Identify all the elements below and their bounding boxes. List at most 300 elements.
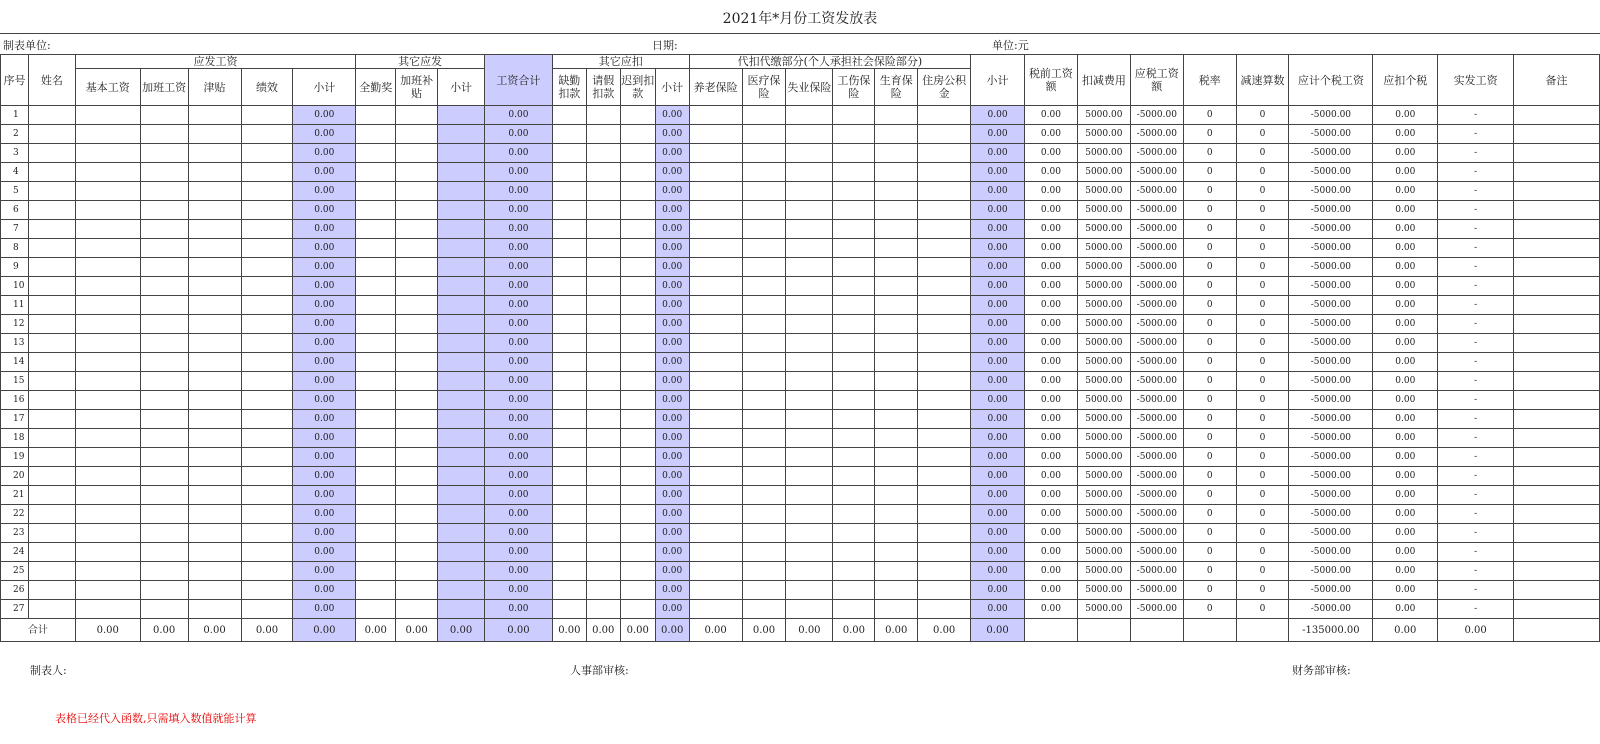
table-cell[interactable]: 0.00 xyxy=(971,277,1025,296)
table-cell[interactable]: 0.00 xyxy=(971,581,1025,600)
table-cell[interactable]: 0.00 xyxy=(971,486,1025,505)
table-cell[interactable]: 0.00 xyxy=(293,562,356,581)
table-cell[interactable] xyxy=(918,239,971,258)
table-cell[interactable]: 0 xyxy=(1183,467,1236,486)
table-cell[interactable]: 5000.00 xyxy=(1077,296,1130,315)
table-cell[interactable] xyxy=(875,125,918,144)
table-cell[interactable] xyxy=(875,505,918,524)
table-cell[interactable] xyxy=(786,429,833,448)
table-cell[interactable]: 0 xyxy=(1183,429,1236,448)
table-cell[interactable]: - xyxy=(1438,144,1514,163)
table-cell[interactable] xyxy=(75,410,140,429)
table-cell[interactable] xyxy=(1514,258,1600,277)
table-cell[interactable] xyxy=(552,429,586,448)
table-cell[interactable] xyxy=(188,353,241,372)
table-cell[interactable] xyxy=(586,543,620,562)
table-cell[interactable]: 0.00 xyxy=(293,220,356,239)
table-cell[interactable]: 0.00 xyxy=(1025,581,1078,600)
table-cell[interactable] xyxy=(742,429,786,448)
table-cell[interactable] xyxy=(875,410,918,429)
table-cell[interactable] xyxy=(833,467,875,486)
table-cell[interactable] xyxy=(28,353,75,372)
table-cell[interactable] xyxy=(1514,486,1600,505)
table-cell[interactable] xyxy=(241,467,293,486)
table-cell[interactable]: 0.00 xyxy=(655,410,689,429)
table-cell[interactable]: - xyxy=(1438,239,1514,258)
table-cell[interactable] xyxy=(438,144,485,163)
table-cell[interactable] xyxy=(438,277,485,296)
table-cell[interactable] xyxy=(786,505,833,524)
table-cell[interactable] xyxy=(875,182,918,201)
table-cell[interactable]: 5000.00 xyxy=(1077,486,1130,505)
table-cell[interactable] xyxy=(75,429,140,448)
table-cell[interactable] xyxy=(75,220,140,239)
table-cell[interactable] xyxy=(875,315,918,334)
table-cell[interactable] xyxy=(689,182,742,201)
table-cell[interactable]: 0.00 xyxy=(293,543,356,562)
table-cell[interactable]: 0 xyxy=(1183,334,1236,353)
table-cell[interactable]: 0.00 xyxy=(293,201,356,220)
table-cell[interactable] xyxy=(396,334,438,353)
table-cell[interactable] xyxy=(742,600,786,619)
table-cell[interactable] xyxy=(742,125,786,144)
table-cell[interactable] xyxy=(552,296,586,315)
table-cell[interactable]: 0.00 xyxy=(1025,239,1078,258)
table-cell[interactable] xyxy=(833,391,875,410)
table-cell[interactable]: 0 xyxy=(1183,239,1236,258)
table-cell[interactable]: 0.00 xyxy=(485,125,553,144)
table-cell[interactable]: -5000.00 xyxy=(1130,106,1183,125)
table-cell[interactable] xyxy=(875,334,918,353)
table-cell[interactable] xyxy=(833,106,875,125)
table-cell[interactable] xyxy=(438,220,485,239)
table-cell[interactable]: 0.00 xyxy=(655,448,689,467)
table-cell[interactable]: 0.00 xyxy=(1373,258,1438,277)
table-cell[interactable]: - xyxy=(1438,486,1514,505)
table-cell[interactable] xyxy=(833,486,875,505)
table-cell[interactable]: -5000.00 xyxy=(1289,429,1373,448)
table-cell[interactable]: 0.00 xyxy=(485,429,553,448)
table-cell[interactable] xyxy=(786,353,833,372)
table-cell[interactable] xyxy=(1514,296,1600,315)
table-cell[interactable]: 0.00 xyxy=(655,201,689,220)
table-cell[interactable]: 5000.00 xyxy=(1077,125,1130,144)
table-cell[interactable] xyxy=(918,258,971,277)
table-cell[interactable] xyxy=(28,543,75,562)
table-cell[interactable]: 0 xyxy=(1236,505,1289,524)
table-cell[interactable] xyxy=(396,467,438,486)
table-cell[interactable]: -5000.00 xyxy=(1130,353,1183,372)
table-cell[interactable] xyxy=(742,505,786,524)
table-cell[interactable] xyxy=(438,467,485,486)
table-cell[interactable]: 0.00 xyxy=(293,429,356,448)
table-cell[interactable]: 0.00 xyxy=(1373,486,1438,505)
table-cell[interactable]: -5000.00 xyxy=(1130,144,1183,163)
table-cell[interactable] xyxy=(28,467,75,486)
table-cell[interactable]: 0 xyxy=(1183,448,1236,467)
table-cell[interactable] xyxy=(786,562,833,581)
table-cell[interactable]: 0 xyxy=(1236,125,1289,144)
table-cell[interactable] xyxy=(586,448,620,467)
table-cell[interactable] xyxy=(396,277,438,296)
table-cell[interactable]: 0 xyxy=(1236,562,1289,581)
table-cell[interactable]: -5000.00 xyxy=(1130,505,1183,524)
table-cell[interactable] xyxy=(140,125,188,144)
table-cell[interactable]: 0.00 xyxy=(293,144,356,163)
table-cell[interactable] xyxy=(28,391,75,410)
table-cell[interactable] xyxy=(918,524,971,543)
table-cell[interactable] xyxy=(875,144,918,163)
table-cell[interactable]: 0.00 xyxy=(1025,372,1078,391)
table-cell[interactable] xyxy=(140,144,188,163)
table-cell[interactable] xyxy=(241,600,293,619)
table-cell[interactable] xyxy=(875,391,918,410)
table-cell[interactable] xyxy=(241,581,293,600)
table-cell[interactable]: 0.00 xyxy=(971,334,1025,353)
table-cell[interactable]: 5000.00 xyxy=(1077,182,1130,201)
table-cell[interactable] xyxy=(586,334,620,353)
table-cell[interactable] xyxy=(833,220,875,239)
table-cell[interactable] xyxy=(620,353,655,372)
table-cell[interactable]: - xyxy=(1438,334,1514,353)
table-cell[interactable]: 0.00 xyxy=(293,581,356,600)
table-cell[interactable] xyxy=(188,201,241,220)
table-cell[interactable]: 0.00 xyxy=(971,505,1025,524)
table-cell[interactable]: -5000.00 xyxy=(1130,581,1183,600)
table-cell[interactable]: 0.00 xyxy=(1025,125,1078,144)
table-cell[interactable] xyxy=(28,125,75,144)
table-cell[interactable] xyxy=(28,410,75,429)
table-cell[interactable] xyxy=(241,315,293,334)
table-cell[interactable] xyxy=(356,410,396,429)
table-cell[interactable] xyxy=(833,448,875,467)
table-cell[interactable] xyxy=(689,581,742,600)
table-cell[interactable]: 0.00 xyxy=(655,296,689,315)
table-cell[interactable] xyxy=(689,201,742,220)
table-cell[interactable] xyxy=(918,163,971,182)
table-cell[interactable] xyxy=(875,524,918,543)
table-cell[interactable]: 0.00 xyxy=(485,581,553,600)
table-cell[interactable]: 0.00 xyxy=(485,486,553,505)
table-cell[interactable] xyxy=(586,600,620,619)
table-cell[interactable] xyxy=(188,562,241,581)
table-cell[interactable]: 0 xyxy=(1183,524,1236,543)
table-cell[interactable]: 0.00 xyxy=(971,448,1025,467)
table-cell[interactable]: - xyxy=(1438,448,1514,467)
table-cell[interactable]: 0 xyxy=(1183,144,1236,163)
table-cell[interactable]: 0.00 xyxy=(1373,505,1438,524)
table-cell[interactable] xyxy=(918,562,971,581)
table-cell[interactable] xyxy=(552,334,586,353)
table-cell[interactable] xyxy=(1514,182,1600,201)
table-cell[interactable] xyxy=(75,581,140,600)
table-cell[interactable] xyxy=(786,315,833,334)
table-cell[interactable]: 0.00 xyxy=(655,372,689,391)
table-cell[interactable]: 0.00 xyxy=(655,106,689,125)
table-cell[interactable]: - xyxy=(1438,258,1514,277)
table-cell[interactable] xyxy=(1514,448,1600,467)
table-cell[interactable] xyxy=(188,505,241,524)
table-cell[interactable] xyxy=(742,581,786,600)
table-cell[interactable]: -5000.00 xyxy=(1130,315,1183,334)
table-cell[interactable] xyxy=(188,258,241,277)
table-cell[interactable] xyxy=(786,410,833,429)
table-cell[interactable] xyxy=(188,182,241,201)
table-cell[interactable] xyxy=(438,372,485,391)
table-cell[interactable] xyxy=(75,144,140,163)
table-cell[interactable]: 0.00 xyxy=(293,524,356,543)
table-cell[interactable] xyxy=(438,486,485,505)
table-cell[interactable] xyxy=(356,486,396,505)
table-cell[interactable] xyxy=(438,296,485,315)
table-cell[interactable] xyxy=(586,391,620,410)
table-cell[interactable] xyxy=(552,524,586,543)
table-cell[interactable] xyxy=(689,543,742,562)
table-cell[interactable] xyxy=(356,182,396,201)
table-cell[interactable] xyxy=(586,315,620,334)
table-cell[interactable]: - xyxy=(1438,315,1514,334)
table-cell[interactable] xyxy=(620,448,655,467)
table-cell[interactable]: 0.00 xyxy=(293,106,356,125)
table-cell[interactable] xyxy=(241,410,293,429)
table-cell[interactable]: 0.00 xyxy=(1373,581,1438,600)
table-cell[interactable]: - xyxy=(1438,220,1514,239)
table-cell[interactable]: - xyxy=(1438,182,1514,201)
table-cell[interactable] xyxy=(552,201,586,220)
table-cell[interactable]: 0.00 xyxy=(293,600,356,619)
table-cell[interactable] xyxy=(140,163,188,182)
table-cell[interactable] xyxy=(786,144,833,163)
table-cell[interactable]: 5000.00 xyxy=(1077,391,1130,410)
table-cell[interactable] xyxy=(586,296,620,315)
table-cell[interactable] xyxy=(396,600,438,619)
table-cell[interactable]: 0.00 xyxy=(293,182,356,201)
table-cell[interactable] xyxy=(833,296,875,315)
table-cell[interactable]: -5000.00 xyxy=(1289,581,1373,600)
table-cell[interactable]: - xyxy=(1438,391,1514,410)
table-cell[interactable] xyxy=(396,429,438,448)
table-cell[interactable]: 0 xyxy=(1236,448,1289,467)
table-cell[interactable] xyxy=(438,391,485,410)
table-cell[interactable]: 0.00 xyxy=(485,106,553,125)
table-cell[interactable] xyxy=(356,106,396,125)
table-cell[interactable] xyxy=(786,125,833,144)
table-cell[interactable] xyxy=(1514,543,1600,562)
table-cell[interactable]: 0.00 xyxy=(1373,315,1438,334)
table-cell[interactable]: 0 xyxy=(1236,144,1289,163)
table-cell[interactable] xyxy=(552,600,586,619)
table-cell[interactable] xyxy=(875,581,918,600)
table-cell[interactable]: 0.00 xyxy=(971,467,1025,486)
table-cell[interactable]: 5000.00 xyxy=(1077,334,1130,353)
table-cell[interactable] xyxy=(586,524,620,543)
table-cell[interactable] xyxy=(75,391,140,410)
table-cell[interactable] xyxy=(620,239,655,258)
table-cell[interactable]: 0.00 xyxy=(1373,182,1438,201)
table-cell[interactable]: - xyxy=(1438,429,1514,448)
table-cell[interactable]: 0 xyxy=(1236,106,1289,125)
table-cell[interactable] xyxy=(552,239,586,258)
table-cell[interactable]: 0.00 xyxy=(1373,277,1438,296)
table-cell[interactable] xyxy=(241,353,293,372)
table-cell[interactable]: -5000.00 xyxy=(1130,562,1183,581)
table-cell[interactable] xyxy=(241,505,293,524)
table-cell[interactable]: 0 xyxy=(1183,353,1236,372)
table-cell[interactable]: -5000.00 xyxy=(1289,562,1373,581)
table-cell[interactable]: - xyxy=(1438,543,1514,562)
table-cell[interactable] xyxy=(396,258,438,277)
table-cell[interactable]: 0.00 xyxy=(485,543,553,562)
table-cell[interactable]: 0.00 xyxy=(1373,372,1438,391)
table-cell[interactable] xyxy=(875,163,918,182)
table-cell[interactable] xyxy=(742,277,786,296)
table-cell[interactable]: -5000.00 xyxy=(1289,505,1373,524)
table-cell[interactable]: -5000.00 xyxy=(1289,467,1373,486)
table-cell[interactable] xyxy=(620,296,655,315)
table-cell[interactable]: 0.00 xyxy=(293,410,356,429)
table-cell[interactable]: 0.00 xyxy=(1025,220,1078,239)
table-cell[interactable] xyxy=(140,600,188,619)
table-cell[interactable] xyxy=(140,201,188,220)
table-cell[interactable]: -5000.00 xyxy=(1130,334,1183,353)
table-cell[interactable] xyxy=(188,467,241,486)
table-cell[interactable]: 0.00 xyxy=(1373,391,1438,410)
table-cell[interactable]: 5000.00 xyxy=(1077,429,1130,448)
table-cell[interactable] xyxy=(1514,315,1600,334)
table-cell[interactable]: 0.00 xyxy=(655,581,689,600)
table-cell[interactable]: -5000.00 xyxy=(1289,106,1373,125)
table-cell[interactable]: 0.00 xyxy=(1025,296,1078,315)
table-cell[interactable]: 0 xyxy=(1236,600,1289,619)
table-cell[interactable] xyxy=(918,144,971,163)
table-cell[interactable] xyxy=(438,448,485,467)
table-cell[interactable]: 0.00 xyxy=(1025,543,1078,562)
table-cell[interactable]: 0.00 xyxy=(293,505,356,524)
table-cell[interactable] xyxy=(140,543,188,562)
table-cell[interactable] xyxy=(1514,334,1600,353)
table-cell[interactable] xyxy=(28,144,75,163)
table-cell[interactable] xyxy=(742,524,786,543)
table-cell[interactable] xyxy=(620,277,655,296)
table-cell[interactable] xyxy=(586,562,620,581)
table-cell[interactable]: -5000.00 xyxy=(1130,524,1183,543)
table-cell[interactable]: -5000.00 xyxy=(1289,239,1373,258)
table-cell[interactable] xyxy=(742,201,786,220)
table-cell[interactable]: 0.00 xyxy=(1373,543,1438,562)
table-cell[interactable]: - xyxy=(1438,296,1514,315)
table-cell[interactable] xyxy=(188,296,241,315)
table-cell[interactable] xyxy=(241,524,293,543)
table-cell[interactable]: -5000.00 xyxy=(1130,600,1183,619)
table-cell[interactable]: 0.00 xyxy=(655,467,689,486)
table-cell[interactable]: - xyxy=(1438,106,1514,125)
table-cell[interactable]: 0.00 xyxy=(1025,505,1078,524)
table-cell[interactable] xyxy=(356,163,396,182)
table-cell[interactable] xyxy=(620,429,655,448)
table-cell[interactable] xyxy=(918,600,971,619)
table-cell[interactable]: 0.00 xyxy=(485,353,553,372)
table-cell[interactable]: 5000.00 xyxy=(1077,505,1130,524)
table-cell[interactable] xyxy=(75,543,140,562)
table-cell[interactable]: 0 xyxy=(1236,334,1289,353)
table-cell[interactable]: 0.00 xyxy=(485,334,553,353)
table-cell[interactable]: 0 xyxy=(1236,410,1289,429)
table-cell[interactable] xyxy=(396,182,438,201)
table-cell[interactable] xyxy=(188,410,241,429)
table-cell[interactable]: -5000.00 xyxy=(1289,486,1373,505)
table-cell[interactable]: -5000.00 xyxy=(1289,182,1373,201)
table-cell[interactable] xyxy=(75,163,140,182)
table-cell[interactable] xyxy=(875,543,918,562)
table-cell[interactable] xyxy=(833,581,875,600)
table-cell[interactable]: 0 xyxy=(1183,600,1236,619)
table-cell[interactable] xyxy=(140,372,188,391)
table-cell[interactable]: 0 xyxy=(1236,315,1289,334)
table-cell[interactable] xyxy=(28,600,75,619)
table-cell[interactable]: 0.00 xyxy=(293,277,356,296)
table-cell[interactable] xyxy=(356,296,396,315)
table-cell[interactable]: 0 xyxy=(1183,315,1236,334)
table-cell[interactable]: -5000.00 xyxy=(1130,391,1183,410)
table-cell[interactable] xyxy=(1514,353,1600,372)
table-cell[interactable]: 0.00 xyxy=(485,448,553,467)
table-cell[interactable] xyxy=(28,562,75,581)
table-cell[interactable]: 5000.00 xyxy=(1077,277,1130,296)
table-cell[interactable] xyxy=(241,182,293,201)
table-cell[interactable] xyxy=(241,391,293,410)
table-cell[interactable] xyxy=(356,258,396,277)
table-cell[interactable] xyxy=(620,258,655,277)
table-cell[interactable]: 0.00 xyxy=(1373,429,1438,448)
table-cell[interactable] xyxy=(833,429,875,448)
table-cell[interactable]: 0.00 xyxy=(1373,448,1438,467)
table-cell[interactable]: 0.00 xyxy=(485,372,553,391)
table-cell[interactable] xyxy=(140,182,188,201)
table-cell[interactable]: -5000.00 xyxy=(1130,201,1183,220)
table-cell[interactable] xyxy=(742,562,786,581)
table-cell[interactable] xyxy=(438,163,485,182)
table-cell[interactable] xyxy=(396,163,438,182)
table-cell[interactable] xyxy=(1514,239,1600,258)
table-cell[interactable] xyxy=(918,201,971,220)
table-cell[interactable] xyxy=(918,334,971,353)
table-cell[interactable] xyxy=(586,467,620,486)
table-cell[interactable] xyxy=(396,144,438,163)
table-cell[interactable] xyxy=(620,486,655,505)
table-cell[interactable]: 0.00 xyxy=(293,353,356,372)
table-cell[interactable] xyxy=(918,543,971,562)
table-cell[interactable] xyxy=(875,277,918,296)
table-cell[interactable]: 0.00 xyxy=(485,239,553,258)
table-cell[interactable] xyxy=(140,581,188,600)
table-cell[interactable] xyxy=(620,562,655,581)
table-cell[interactable]: 5000.00 xyxy=(1077,600,1130,619)
table-cell[interactable] xyxy=(28,334,75,353)
table-cell[interactable] xyxy=(396,125,438,144)
table-cell[interactable] xyxy=(742,220,786,239)
table-cell[interactable] xyxy=(833,543,875,562)
table-cell[interactable]: 5000.00 xyxy=(1077,353,1130,372)
table-cell[interactable]: 0 xyxy=(1183,543,1236,562)
table-cell[interactable] xyxy=(875,467,918,486)
table-cell[interactable] xyxy=(689,315,742,334)
table-cell[interactable] xyxy=(188,334,241,353)
table-cell[interactable]: 5000.00 xyxy=(1077,315,1130,334)
table-cell[interactable] xyxy=(786,201,833,220)
table-cell[interactable] xyxy=(918,391,971,410)
table-cell[interactable]: 0.00 xyxy=(655,258,689,277)
table-cell[interactable]: 0.00 xyxy=(1025,562,1078,581)
